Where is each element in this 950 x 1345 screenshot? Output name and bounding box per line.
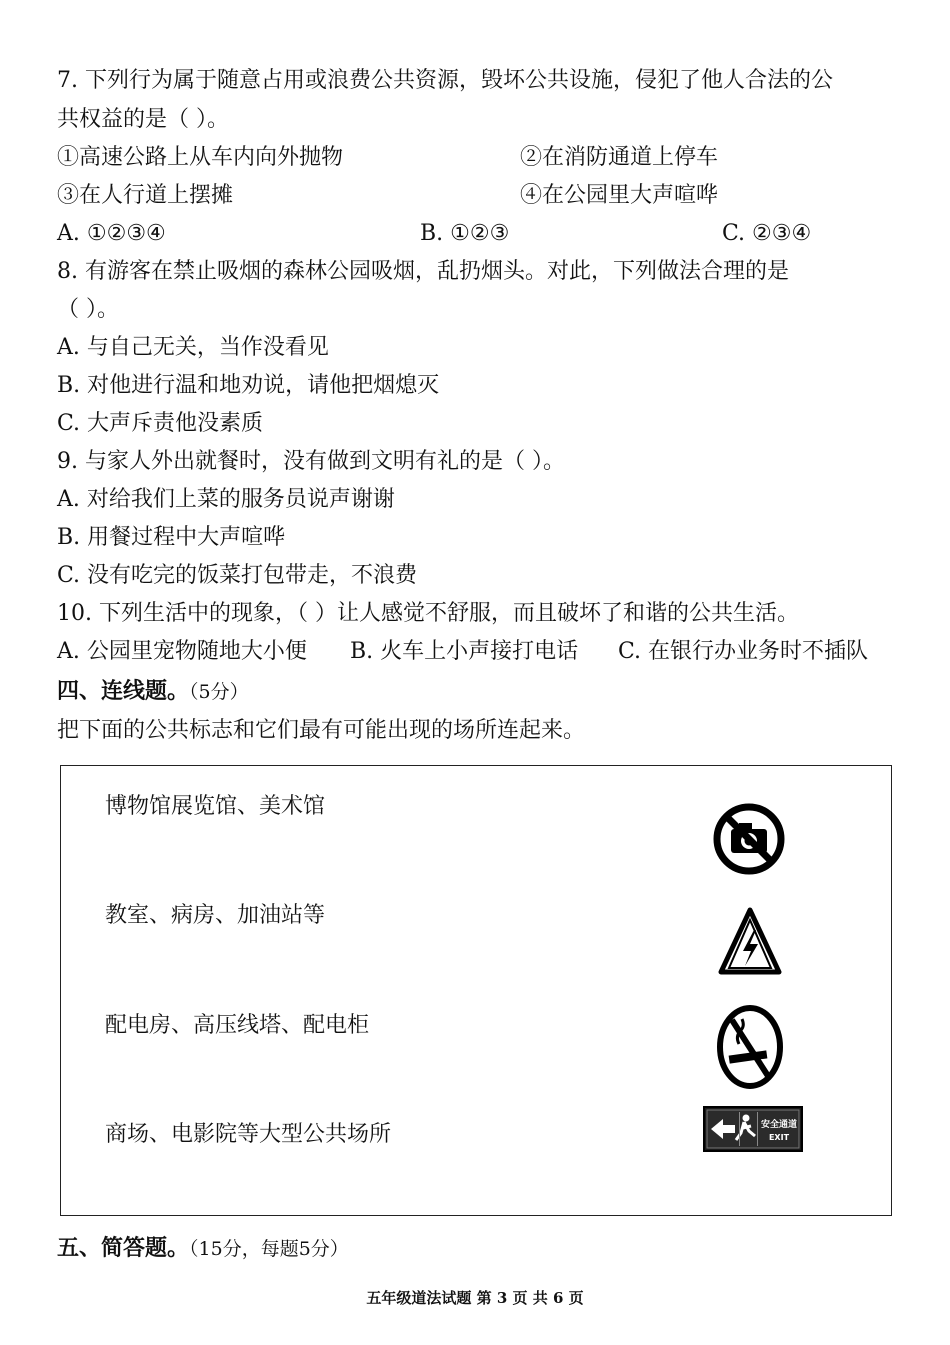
q9-option-b: B. 用餐过程中大声喧哗 (57, 525, 286, 550)
q7-item-4: ④在公园里大声喧哗 (520, 183, 719, 208)
q7-item-2: ②在消防通道上停车 (520, 145, 719, 170)
q7-item-1: ①高速公路上从车内向外抛物 (57, 145, 344, 170)
q7-item-3: ③在人行道上摆摊 (57, 183, 234, 208)
place-museum: 博物馆展览馆、美术馆 (105, 794, 326, 819)
section5-score: （15分，每题5分） (189, 1238, 349, 1260)
q9-option-c: C. 没有吃完的饭菜打包带走，不浪费 (57, 563, 418, 588)
q8-option-c: C. 大声斥责他没素质 (57, 411, 264, 436)
q10-option-c: C. 在银行办业务时不插队 (618, 639, 869, 664)
q9-option-a: A. 对给我们上菜的服务员说声谢谢 (57, 487, 395, 512)
q8-option-b: B. 对他进行温和地劝说，请他把烟熄灭 (57, 373, 440, 398)
place-classroom: 教室、病房、加油站等 (105, 903, 326, 928)
q8-stem-line2: （ ）。 (57, 297, 119, 322)
no-photography-icon (713, 798, 785, 880)
q10-stem: 10. 下列生活中的现象，（ ）让人感觉不舒服，而且破坏了和谐的公共生活。 (57, 601, 799, 626)
exit-sign-en-text: EXIT (768, 1133, 790, 1142)
q7-option-b: B. ①②③ (420, 221, 510, 246)
section4-instruction: 把下面的公共标志和它们最有可能出现的场所连起来。 (57, 718, 586, 743)
section5-title: 五、简答题。 (57, 1235, 190, 1261)
q7-stem-line2: 共权益的是（ ）。 (57, 107, 229, 132)
section4-heading (57, 676, 910, 707)
q9-stem: 9. 与家人外出就餐时，没有做到文明有礼的是（ ）。 (57, 449, 565, 474)
emergency-exit-icon (703, 1106, 803, 1152)
section5-heading (57, 1233, 910, 1264)
q8-option-a: A. 与自己无关，当作没看见 (57, 335, 329, 360)
high-voltage-warning-icon (717, 906, 783, 978)
page-footer: 五年级道法试题 第 3 页 共 6 页 (366, 1289, 584, 1307)
place-mall: 商场、电影院等大型公共场所 (105, 1122, 392, 1147)
matching-box (60, 765, 892, 1216)
no-smoking-icon (715, 1004, 785, 1090)
place-power-room: 配电房、高压线塔、配电柜 (105, 1013, 370, 1038)
q7-option-a: A. ①②③④ (57, 221, 166, 246)
section4-score: （5分） (189, 681, 249, 703)
q7-option-c: C. ②③④ (722, 221, 812, 246)
q10-option-b: B. 火车上小声接打电话 (350, 639, 579, 664)
exit-sign-cn-text: 安全通道 (760, 1120, 798, 1130)
q8-stem-line1: 8. 有游客在禁止吸烟的森林公园吸烟，乱扔烟头。对此，下列做法合理的是 (57, 259, 789, 284)
q10-option-a: A. 公园里宠物随地大小便 (57, 639, 307, 664)
q7-stem-line1: 7. 下列行为属于随意占用或浪费公共资源，毁坏公共设施，侵犯了他人合法的公 (57, 68, 833, 93)
section4-title: 四、连线题。 (57, 678, 190, 704)
